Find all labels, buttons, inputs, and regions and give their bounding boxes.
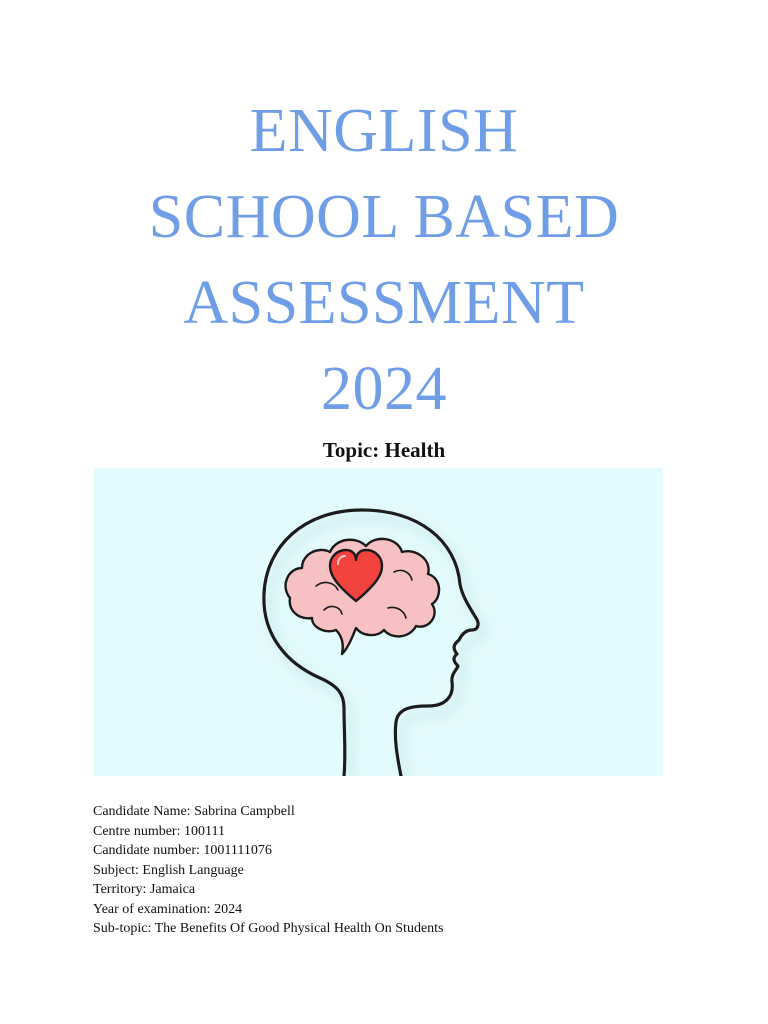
detail-subject: [93, 861, 444, 881]
detail-label: Candidate Name:: [93, 804, 191, 819]
cover-illustration: [94, 468, 663, 776]
detail-value: Jamaica: [149, 882, 196, 897]
title-line-4: 2024: [321, 355, 447, 423]
detail-label: Subject:: [93, 862, 139, 878]
topic-heading: Topic: Health: [322, 438, 446, 462]
detail-value: 100111: [183, 823, 225, 839]
title-line-3: ASSESSMENT: [183, 269, 585, 337]
detail-value: The Benefits Of Good Physical Health On Students: [154, 921, 444, 936]
cover-title: [0, 88, 768, 432]
detail-territory: [93, 880, 444, 900]
detail-centre-number: [93, 822, 444, 842]
detail-sub-topic: [93, 919, 444, 939]
detail-year-of-examination: [93, 900, 444, 920]
detail-value: Sabrina Campbell: [194, 804, 295, 819]
title-line-1: ENGLISH: [249, 97, 519, 165]
detail-label: Territory:: [93, 882, 147, 897]
candidate-details: [93, 802, 444, 939]
detail-label: Sub-topic:: [93, 921, 152, 936]
detail-candidate-number: [93, 841, 444, 861]
detail-label: Year of examination:: [93, 901, 211, 917]
head-brain-heart-illustration: [94, 468, 663, 776]
detail-candidate-name: [93, 802, 444, 822]
detail-value: 2024: [214, 901, 243, 917]
detail-label: Centre number:: [93, 823, 181, 839]
detail-value: English Language: [142, 862, 244, 878]
title-line-2: SCHOOL BASED: [148, 183, 620, 251]
detail-value: 1001111076: [203, 843, 272, 858]
detail-label: Candidate number:: [93, 843, 200, 858]
